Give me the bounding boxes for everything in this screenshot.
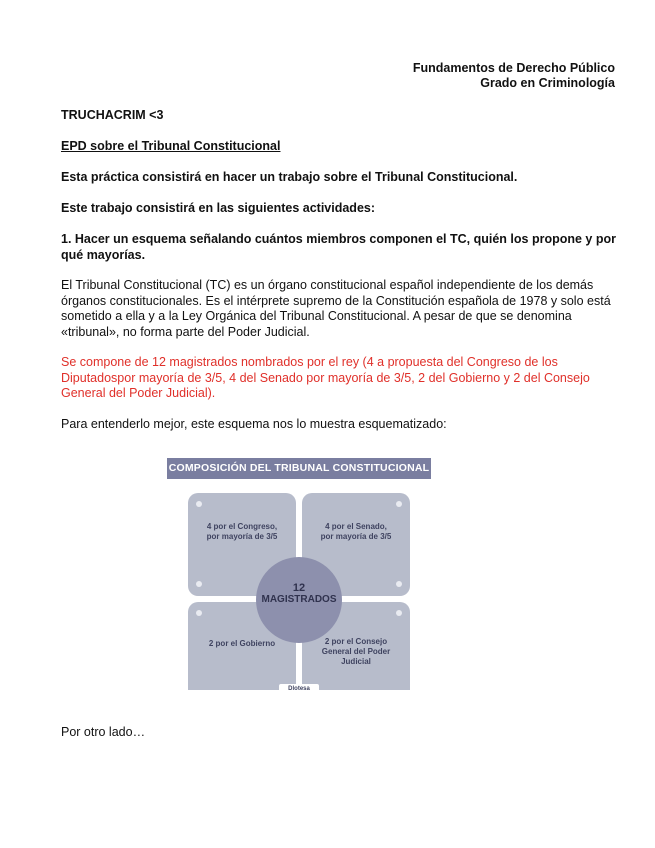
senado-line-1: 4 por el Senado,	[325, 522, 387, 531]
cut-off-label: Dlotesa	[279, 684, 319, 690]
intro-line-2: Este trabajo consistirá en las siguientes actividades:	[61, 201, 376, 215]
closing-line: Por otro lado…	[61, 725, 146, 739]
cgpj-line-3: Judicial	[341, 657, 371, 666]
degree-name: Grado en Criminología	[480, 76, 615, 90]
senado-label	[306, 522, 406, 542]
question-1: 1. Hacer un esquema señalando cuántos miembros componen el TC, quién los propone y por qué mayorías.	[61, 232, 616, 262]
corner-dot	[196, 610, 202, 616]
author-tag: TRUCHACRIM <3	[61, 108, 164, 122]
intro-line-1: Esta práctica consistirá en hacer un trabajo sobre el Tribunal Constitucional.	[61, 170, 518, 184]
section-title: EPD sobre el Tribunal Constitucional	[61, 139, 281, 153]
paragraph-composition: Se compone de 12 magistrados nombrados por el rey (4 a propuesta del Congreso de los Diputadospor mayoría de 3/5, 4 del Senado por mayoría de 3/5, 2 del Gobierno y 2 del Consejo General del Poder Judicial).	[61, 355, 590, 400]
corner-dot	[196, 581, 202, 587]
paragraph-scheme-intro: Para entenderlo mejor, este esquema nos lo muestra esquematizado:	[61, 417, 447, 431]
cgpj-line-2: General del Poder	[321, 647, 391, 656]
cgpj-line-1: 2 por el Consejo	[324, 637, 388, 646]
magistrados-label: MAGISTRADOS	[261, 594, 337, 605]
cgpj-label	[306, 637, 406, 667]
diagram-title: COMPOSICIÓN DEL TRIBUNAL CONSTITUCIONAL	[167, 458, 431, 479]
congreso-label	[192, 522, 292, 542]
document-header	[413, 61, 615, 91]
congreso-line-2: por mayoría de 3/5	[206, 532, 278, 541]
congreso-line-1: 4 por el Congreso,	[206, 522, 278, 531]
corner-dot	[396, 610, 402, 616]
corner-dot	[396, 581, 402, 587]
composition-diagram	[167, 458, 431, 690]
paragraph-tc-definition: El Tribunal Constitucional (TC) es un órgano constitucional español independiente de los demás órganos constitucionales. Es el intérprete supremo de la Constitución española de 1978 y solo está sometido a ella y a la Ley Orgánica del Tribunal Constitucional. A pesar de que se denomina «tribunal», no forma parte del Poder Judicial.	[61, 278, 611, 339]
corner-dot	[396, 501, 402, 507]
corner-dot	[196, 501, 202, 507]
course-name: Fundamentos de Derecho Público	[412, 61, 615, 75]
gobierno-label: 2 por el Gobierno	[208, 639, 276, 648]
magistrados-count: 12	[292, 582, 306, 594]
senado-line-2: por mayoría de 3/5	[320, 532, 392, 541]
magistrados-circle	[256, 557, 342, 643]
